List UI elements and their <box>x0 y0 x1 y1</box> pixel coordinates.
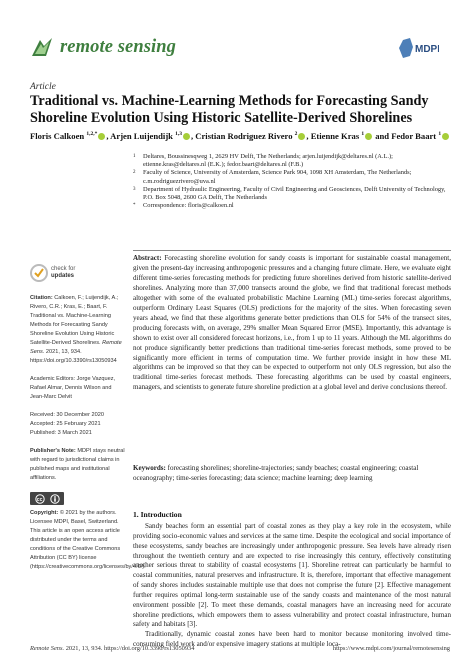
footer-site-link[interactable]: https://www.mdpi.com/journal/remotesensing <box>332 645 450 652</box>
keywords <box>133 464 451 484</box>
affiliation-text: Department of Hydraulic Engineering, Faculty of Civil Engineering and Geosciences, Delft University of Technology, P.O. Box 5048, 2600 GA Delft, The Netherlands <box>143 185 446 202</box>
orcid-icon[interactable] <box>298 133 305 140</box>
mdpi-logo-icon <box>399 38 439 58</box>
paper-title: Traditional vs. Machine-Learning Methods for Forecasting Sandy Shoreline Evolution Using Historic Satellite-Derived Shorelines <box>30 93 429 126</box>
author-affiliation-sup: 1 <box>438 131 442 138</box>
author-separator: , <box>190 131 196 141</box>
keywords-label: Keywords: <box>133 464 166 472</box>
affiliation-item <box>133 186 451 202</box>
check-updates-icon <box>30 264 48 282</box>
author-name: Cristian Rodriguez Rivero <box>195 131 295 141</box>
author-affiliation-sup: 1 <box>361 131 365 138</box>
introduction-body <box>133 522 451 650</box>
abstract-top-rule <box>133 250 451 251</box>
mdpi-logo <box>399 38 439 58</box>
sidebar <box>30 264 146 581</box>
copyright-label: Copyright: <box>30 510 59 516</box>
accepted-date: Accepted: 25 February 2021 <box>30 421 101 427</box>
author-affiliation-sup: 1,3 <box>175 131 182 138</box>
page-footer <box>30 645 450 652</box>
citation-tail[interactable]: 2021, 13, 934. https://doi.org/10.3390/rs13050934 <box>30 349 117 364</box>
check-updates-line2: updates <box>51 273 75 279</box>
received-date: Received: 30 December 2020 <box>30 412 105 418</box>
author-separator: and <box>373 131 392 141</box>
affiliation-item <box>133 169 451 185</box>
abstract <box>133 254 451 393</box>
check-for-updates-badge[interactable] <box>30 264 125 282</box>
intro-paragraph-1: Sandy beaches form an essential part of coastal zones as they play a key role in the ecosystem, while providing socio-economic values and services at the same time. Despite the ecological and social importance of these ecosystems, sandy beaches are increasingly under anthropogenic pressure. Sea levels have already risen throughout the twentieth century and are expected to rise increasingly this century, effectively constituting another serious threat to stability of coastal ecosystems [1]. Shoreline retreat can particularly be harmful to coastal communities, natural preserves and infrastructure. It is, therefore, important that effective management of sandy shores includes sustainable multiple use that does not comprise the future [2]. Effective management further requires optimal long-term sustainable use of the sandy coasts and maintenance of the most natural environment possible [2]. To meet these demands, coastal managers have an increasing need for accurate shoreline predictions, which empowers them to assess vulnerability and protect coastal infrastructure, human safety and habitats [3]. <box>133 522 451 629</box>
journal-name: remote sensing <box>60 36 177 57</box>
publisher-note-text: MDPI stays neutral with regard to jurisdictional claims in published maps and institutional affiliations. <box>30 448 125 481</box>
affiliation-number: * <box>133 203 136 209</box>
author-separator: , <box>106 131 111 141</box>
author-affiliation-sup: 2 <box>294 131 298 138</box>
affiliation-text: Correspondence: floris@calkoen.nl <box>143 202 234 210</box>
affiliation-text: Deltares, Boussinesqweg 1, 2629 HV Delft, The Netherlands; arjen.luijendijk@deltares.nl (A.L.); etienne.kras@deltares.nl (E.K.); fedor.baart@deltares.nl (F.B.) <box>143 153 393 169</box>
footer-journal: Remote Sens. <box>30 645 65 652</box>
affiliation-text: Faculty of Science, University of Amsterdam, Science Park 904, 1098 XH Amsterdam, The Netherlands; c.m.rodriguezrivero@uva.nl <box>143 169 412 185</box>
orcid-icon[interactable] <box>442 133 449 140</box>
dates-block <box>30 411 125 438</box>
keywords-text: forecasting shorelines; shoreline-trajectories; sandy beaches; coastal engineering; coastal oceanography; time-series forecasting; data science; machine learning; deep learning <box>133 464 419 482</box>
footer-citation-text[interactable]: 2021, 13, 934. https://doi.org/10.3390/rs13050934 <box>65 645 195 652</box>
svg-text:cc: cc <box>36 496 42 503</box>
journal-logo <box>30 36 176 58</box>
author-name: Fedor Baart <box>391 131 439 141</box>
author-list <box>30 131 450 141</box>
orcid-icon[interactable] <box>183 133 190 140</box>
article-type: Article <box>30 82 56 92</box>
orcid-icon[interactable] <box>365 133 372 140</box>
publisher-note-label: Publisher's Note: <box>30 448 76 454</box>
copyright-text: © 2021 by the authors. Licensee MDPI, Basel, Switzerland. This article is an open access article distributed under the terms and conditions of the Creative Commons Attribution (CC BY) license (https://creativecommons.org/licenses/by/4.0/). <box>30 510 146 570</box>
affiliation-number: 3 <box>133 186 136 192</box>
check-updates-line1: check for <box>51 266 76 273</box>
publisher-note <box>30 447 125 483</box>
journal-emblem-icon <box>30 36 54 58</box>
citation-text: Calkoen, F.; Luijendijk, A.; Rivero, C.R.; Kras, E.; Baart, F. Traditional vs. Machine-Learning Methods for Forecasting Sandy Shoreline Evolution Using Historic Satellite-Derived Shorelines. <box>30 295 119 346</box>
author-name: Etienne Kras <box>310 131 362 141</box>
citation-block <box>30 294 125 366</box>
cc-by-icon <box>30 492 64 505</box>
abstract-label: Abstract: <box>133 254 162 262</box>
citation-label: Citation: <box>30 295 53 301</box>
affiliation-number: 1 <box>133 154 136 159</box>
intro-paragraph-2: Traditionally, dynamic coastal zones have been hard to monitor because monitoring involved time-consuming field work and/or expensive imagery stations at multiple loca- <box>133 630 451 649</box>
footer-citation <box>30 645 194 652</box>
orcid-icon[interactable] <box>98 133 105 140</box>
author-name: Arjen Luijendijk <box>110 131 176 141</box>
affiliation-number: 2 <box>133 170 136 176</box>
mdpi-logo-text: MDPI <box>415 44 439 55</box>
author-separator: , <box>306 131 311 141</box>
citation-journal: Remote Sens. <box>30 340 122 355</box>
cc-license-badge[interactable] <box>30 492 125 505</box>
affiliations <box>133 153 451 210</box>
author-affiliation-sup: 1,2,* <box>86 131 98 138</box>
introduction-heading: 1. Introduction <box>133 510 182 519</box>
affiliation-item <box>133 202 451 210</box>
affiliation-item <box>133 153 451 169</box>
editors-block: Academic Editors: Jorge Vazquez, Rafael Almar, Dennis Wilson and Jean-Marc Delvit <box>30 376 116 400</box>
author-name: Floris Calkoen <box>30 131 87 141</box>
abstract-text: Forecasting shoreline evolution for sandy coasts is important for sustainable coastal management, given the present-day increasing anthropogenic pressures and a changing future climate. Here, we evaluate eight different time-series forecasting methods for predicting future shorelines derived from historic satellite-derived shorelines. Analyzing more than 37,000 transects around the globe, we find that traditional forecast methods altogether with some of the evaluated probabilistic Machine Learning (ML) time-series forecast algorithms, outperform Ordinary Least Squares (OLS) predictions for the majority of the sites. When forecasting seven years ahead, we find that these algorithms generate better predictions than OLS for 54% of the transect sites, producing forecasts with, on average, 29% smaller Mean Squared Error (MSE). Importantly, this advantage is shown to exist over all considered forecast horizons, i.e., from 1 up to 11 years. Although the ML algorithms do not produce significantly better predictions than traditional time-series forecast methods, some proved to be significantly more efficient in terms of computation time. We further provide insight in how these ML algorithms can be improved so that they can be expected to outperform not only OLS regression, but also the traditional time-series forecast methods. These forecasting algorithms can be used by coastal engineers, managers, and scientists to generate future shoreline prediction at a global level and derive conclusions thereof. <box>133 254 452 392</box>
published-date: Published: 3 March 2021 <box>30 430 92 436</box>
copyright-block <box>30 509 146 572</box>
